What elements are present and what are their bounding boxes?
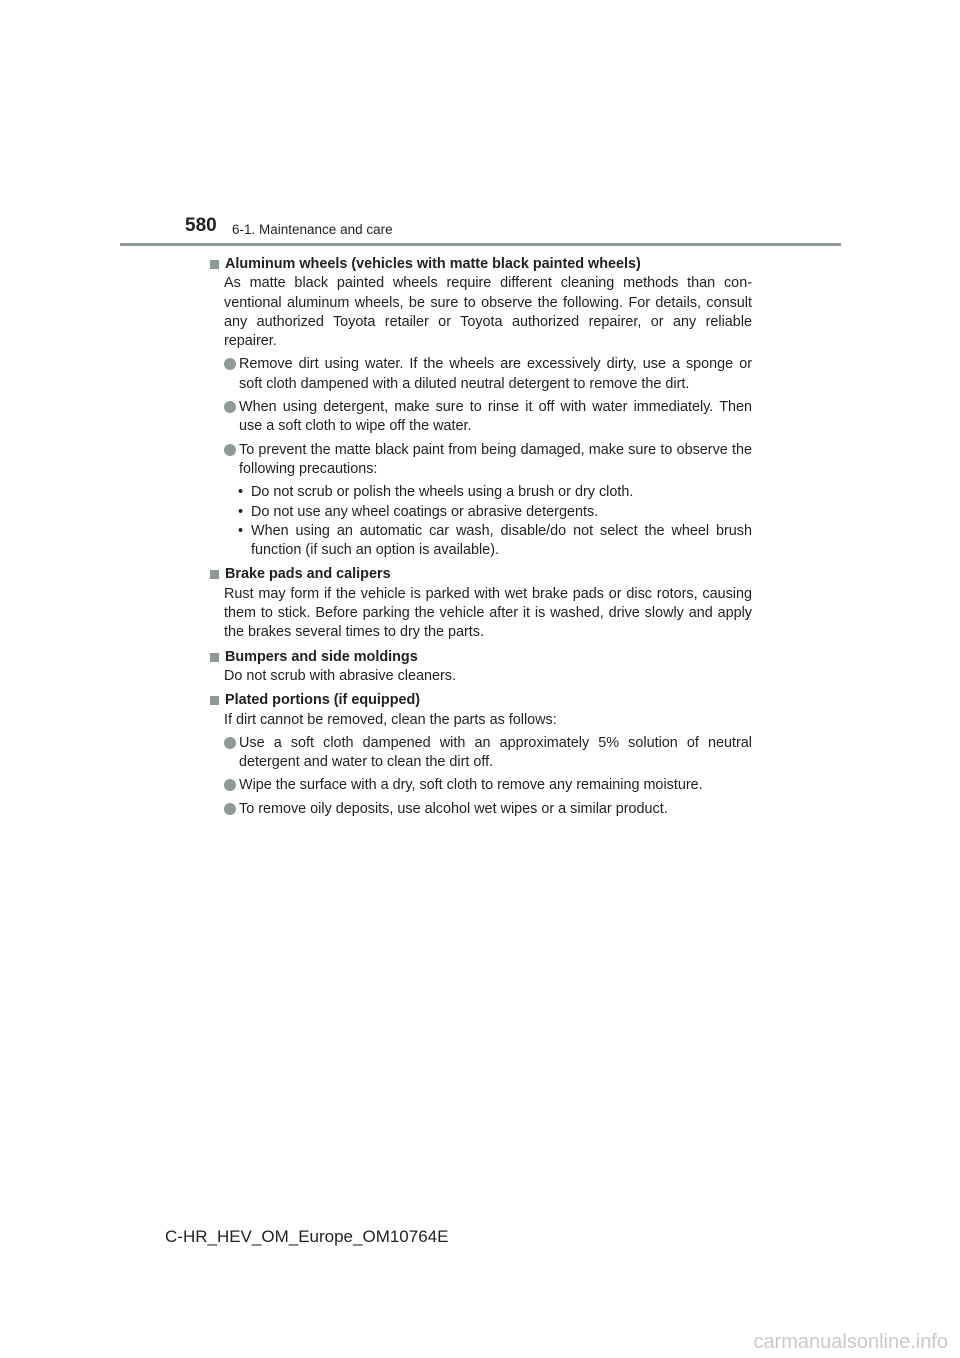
section-heading (210, 648, 752, 667)
page-content (210, 255, 752, 819)
header-rule (120, 243, 841, 246)
circle-bullet-icon (224, 401, 236, 413)
list-item (210, 355, 752, 394)
square-bullet-icon (210, 696, 219, 705)
square-bullet-icon (210, 570, 219, 579)
circle-bullet-icon (224, 444, 236, 456)
list-item-text: To prevent the matte black paint from being damaged, make sure to observe the following precautions: (239, 441, 752, 477)
list-item-text: Use a soft cloth dampened with an approximately 5% solution of neutral detergent and water to clean the dirt off. (239, 734, 752, 771)
list-item-text: Wipe the surface with a dry, soft cloth to remove any remaining moisture. (239, 777, 703, 794)
list-item-text: Remove dirt using water. If the wheels are excessively dirty, use a sponge or soft cloth dampened with a diluted neutral detergent to remove the dirt. (239, 356, 752, 392)
page-number: 580 (185, 215, 217, 236)
section-heading (210, 565, 752, 584)
section-paragraph: Rust may form if the vehicle is parked with wet brake pads or disc rotors, causing them to stick. Before parking the vehicle after it is washed, drive slowly and apply the brakes several times to dry the parts. (224, 585, 752, 641)
section-plated-portions (210, 691, 752, 819)
section-bumpers (210, 648, 752, 687)
precaution-text: Do not scrub or polish the wheels using a brush or dry cloth. (251, 484, 634, 501)
section-heading-text: Brake pads and calipers (225, 566, 391, 583)
section-aluminum-wheels (210, 255, 752, 560)
dot-marker-icon: • (238, 484, 244, 501)
list-item (210, 441, 752, 480)
section-paragraph: If dirt cannot be removed, clean the parts as follows: (224, 711, 557, 728)
precautions-list (210, 483, 752, 560)
list-item (210, 800, 752, 819)
section-paragraph: As matte black painted wheels require different cleaning methods than con- ventional aluminum wheels, be sure to observe the following. For details, consult any authorized Toyota retailer or Toyota authorized repairer, or any reliable repairer. (224, 275, 752, 350)
circle-bullet-icon (224, 737, 236, 749)
dot-marker-icon: • (238, 503, 244, 520)
section-paragraph: Do not scrub with abrasive cleaners. (224, 667, 456, 684)
list-item-text: When using detergent, make sure to rinse it off with water immediately. Then use a soft cloth to wipe off the water. (239, 399, 752, 435)
circle-bullet-icon (224, 358, 236, 370)
list-item (210, 398, 752, 437)
precaution-item (238, 483, 752, 502)
list-item-text: To remove oily deposits, use alcohol wet wipes or a similar product. (239, 800, 668, 817)
dot-marker-icon: • (238, 522, 244, 539)
section-heading (210, 255, 752, 274)
precaution-item (238, 503, 752, 522)
list-item (210, 776, 752, 795)
section-heading-text: Plated portions (if equipped) (225, 692, 421, 709)
section-heading (210, 691, 752, 710)
section-heading-text: Bumpers and side moldings (225, 648, 418, 665)
section-heading-text: Aluminum wheels (vehicles with matte black painted wheels) (225, 256, 641, 272)
circle-bullet-icon (224, 803, 236, 815)
precaution-text: When using an automatic car wash, disable/do not select the wheel brush function (if such an option is available). (251, 522, 752, 559)
circle-bullet-icon (224, 779, 236, 791)
precaution-text: Do not use any wheel coatings or abrasive detergents. (251, 503, 599, 520)
list-item (210, 734, 752, 773)
section-brake-pads (210, 565, 752, 642)
document-code: C-HR_HEV_OM_Europe_OM10764E (165, 1227, 449, 1246)
section-title: 6-1. Maintenance and care (232, 222, 393, 237)
square-bullet-icon (210, 260, 219, 269)
watermark: carmanualsonline.info (753, 1331, 948, 1353)
square-bullet-icon (210, 653, 219, 662)
precaution-item (238, 522, 752, 561)
